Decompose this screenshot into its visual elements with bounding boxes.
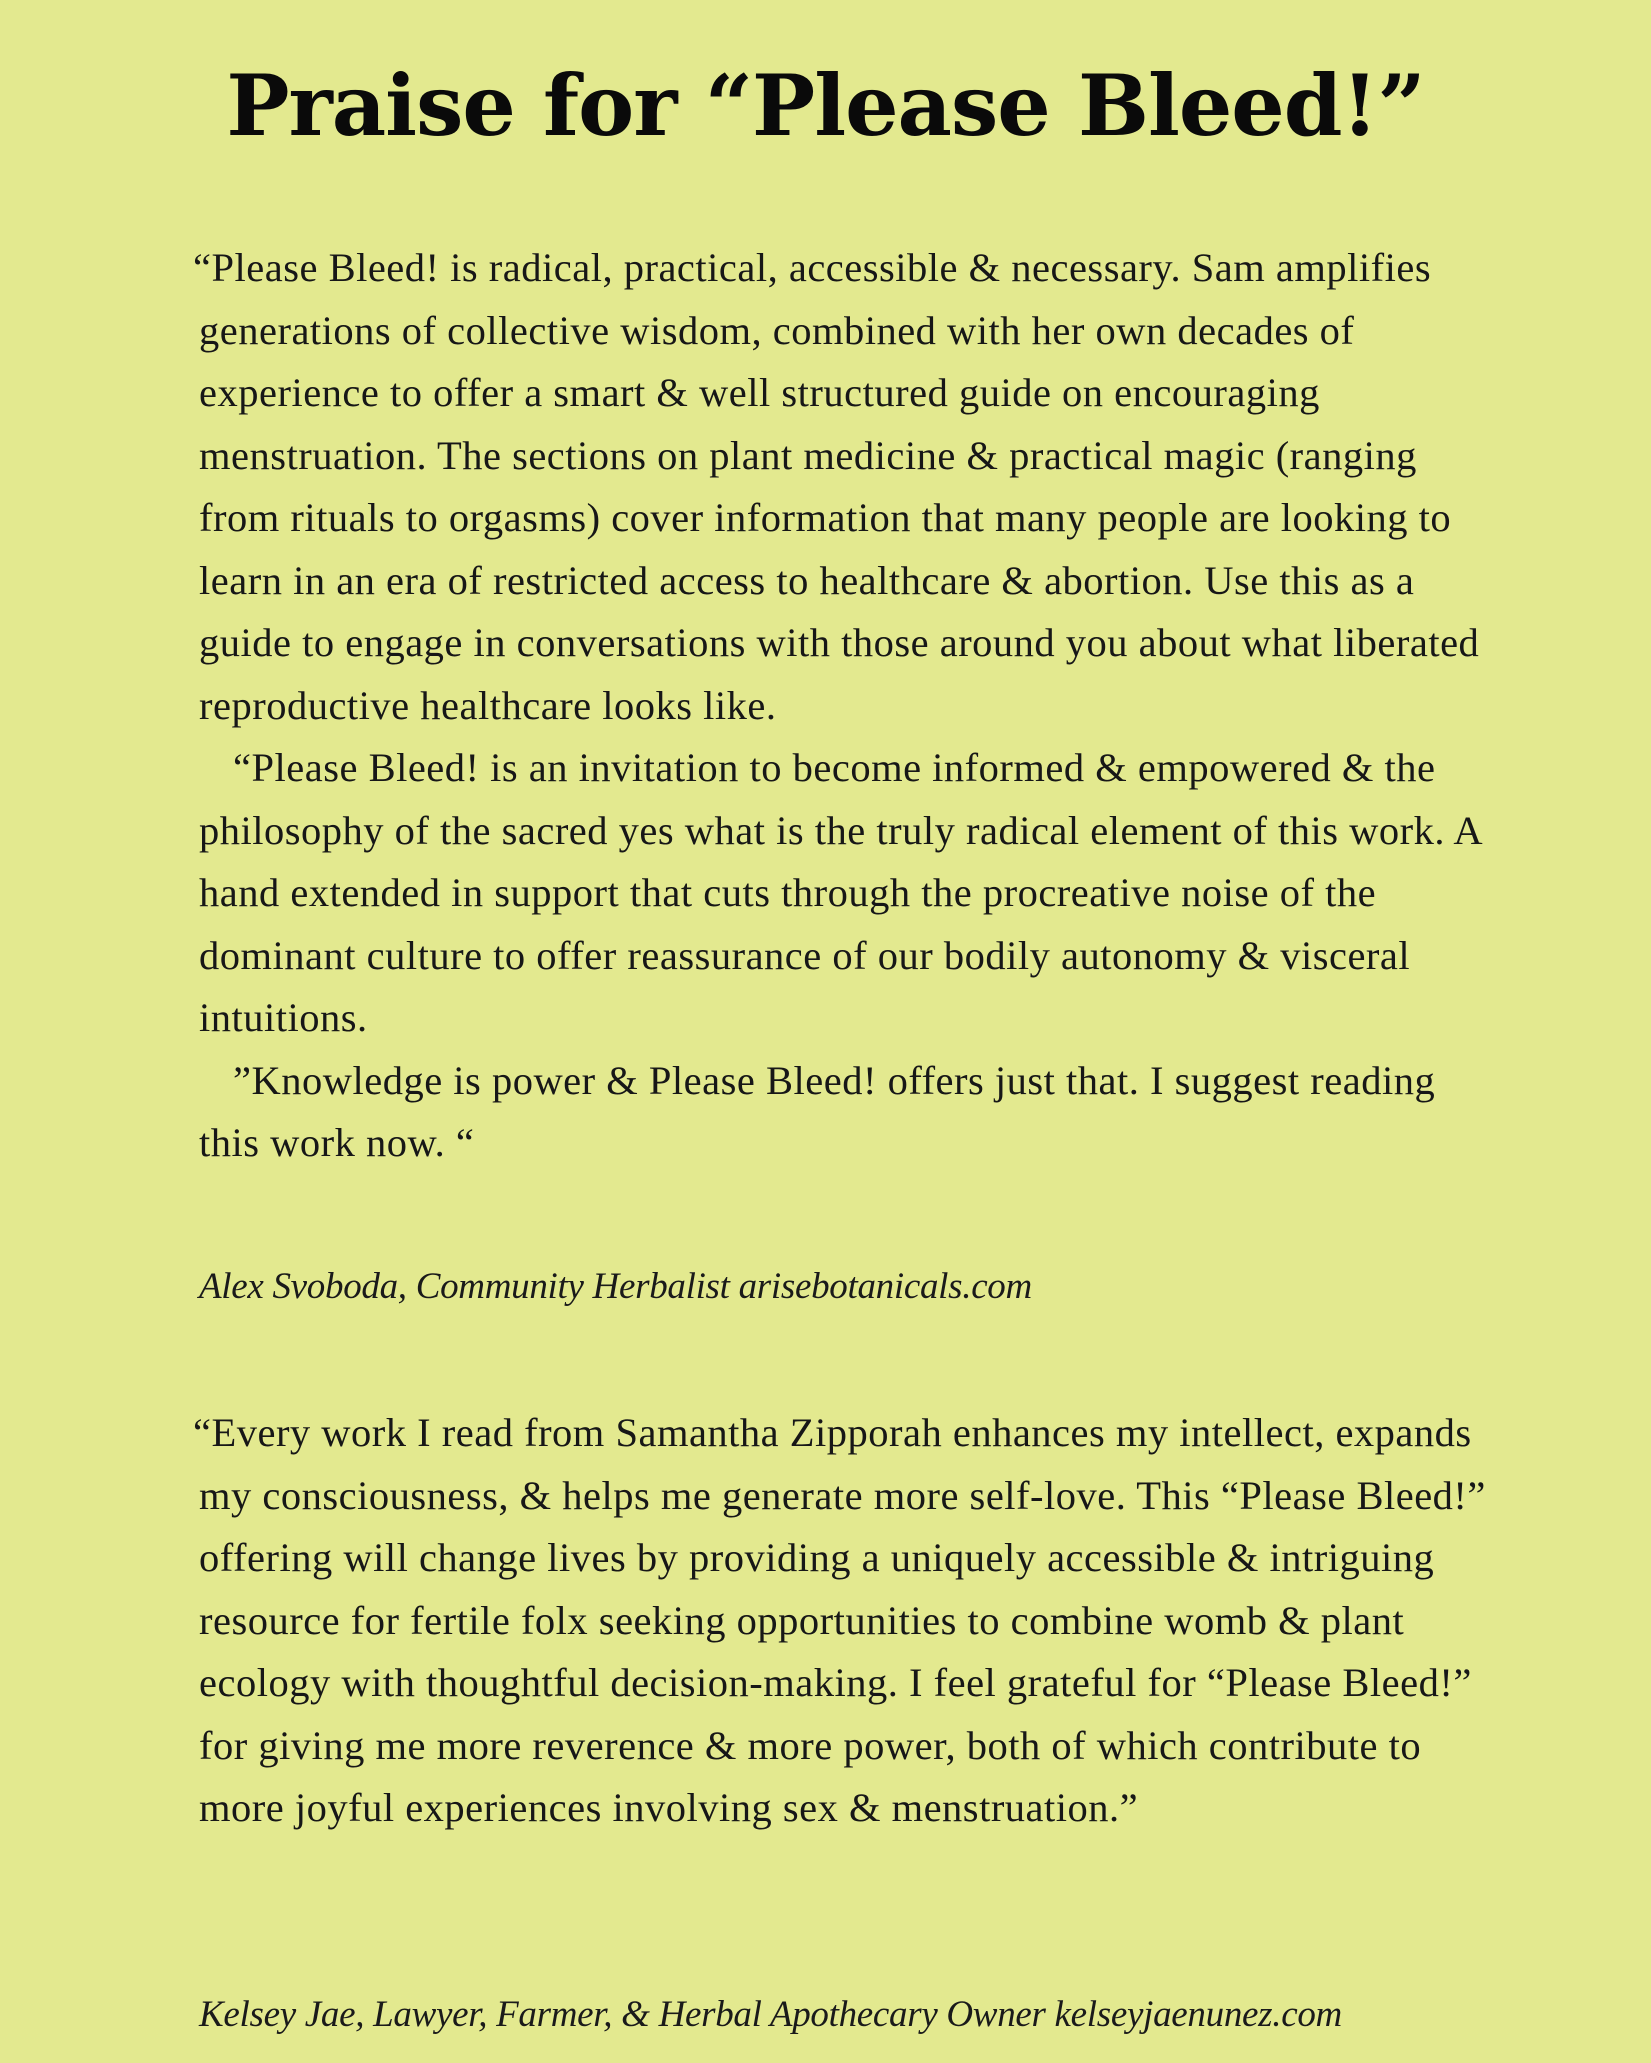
testimonial-attribution: Alex Svoboda, Community Herbalist arisebotanicals.com — [199, 1266, 1032, 1307]
quote-paragraph: “Please Bleed! is radical, practical, accessible & necessary. Sam amplifies generations of collective wisdom, combined with her own decades of experience to offer a smart & well structured guide on encouraging menstruation. The sections on plant medicine & practical magic (ranging from rituals to orgasms) cover information that many people are looking to learn in an era of restricted access to healthcare & abortion. Use this as a guide to engage in conversations with those around you about what liberated reproductive healthcare looks like. — [193, 245, 1480, 728]
page-title: Praise for “Please Bleed!” — [226, 56, 1425, 155]
quote-paragraph: “Please Bleed! is an invitation to become informed & empowered & the philosophy of the sacred yes what is the truly radical element of this work. A hand extended in support that cuts through the procreative noise of the dominant culture to offer reassurance of our bodily autonomy & visceral intuitions. — [199, 745, 1481, 1040]
quote-paragraph: ”Knowledge is power & Please Bleed! offers just that. I suggest reading this work now. “ — [199, 1057, 1436, 1165]
testimonial-attribution: Kelsey Jae, Lawyer, Farmer, & Herbal Apothecary Owner kelseyjaenunez.com — [199, 1994, 1342, 2035]
testimonial-quote — [193, 237, 1489, 1175]
quote-paragraph: “Every work I read from Samantha Zipporah enhances my intellect, expands my consciousness, & helps me generate more self-love. This “Please Bleed!” offering will change lives by providing a uniquely accessible & intriguing resource for fertile folx seeking opportunities to combine womb & plant ecology with thoughtful decision-making. I feel grateful for “Please Bleed!” for giving me more reverence & more power, both of which contribute to more joyful experiences involving sex & menstruation.” — [193, 1410, 1486, 1830]
testimonial-quote — [193, 1402, 1489, 1840]
